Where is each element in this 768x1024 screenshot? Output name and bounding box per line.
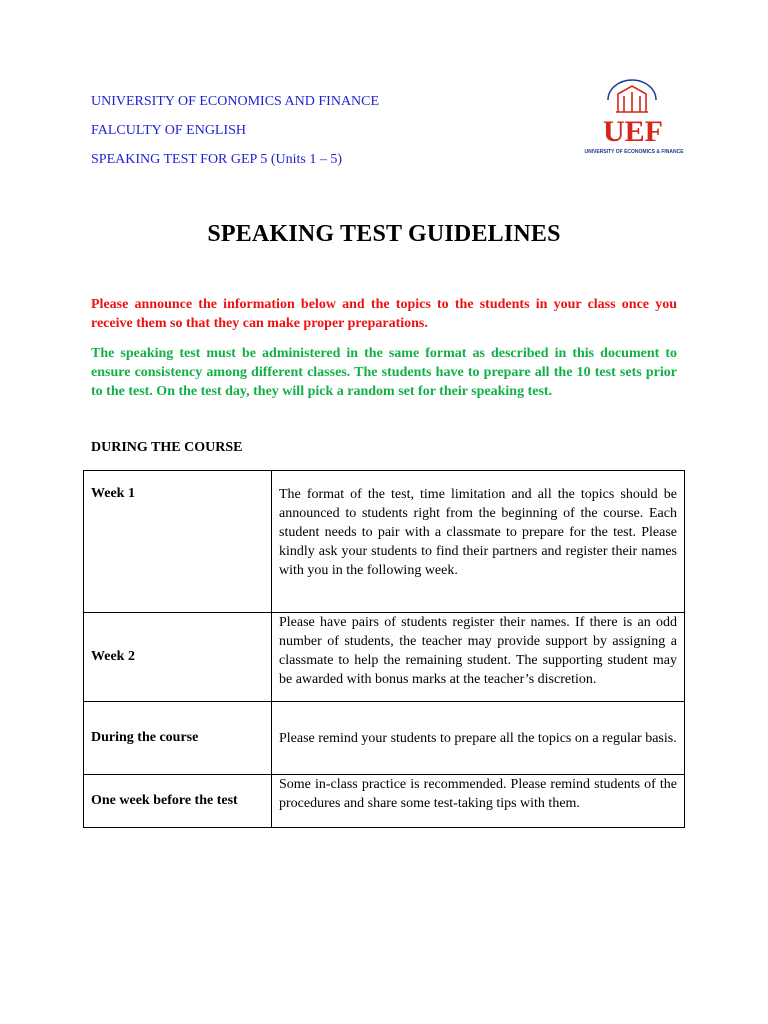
building-emblem-icon xyxy=(616,86,648,112)
uef-logo xyxy=(578,78,688,158)
period-cell: Week 2 xyxy=(84,613,272,702)
instruction-cell: Please have pairs of students register their names. If there is an odd number of students, the teacher may provide support by assigning a classmate to help the remaining student. The supporting student may be awarded with bonus marks at the teacher’s discretion. xyxy=(272,613,685,702)
university-name: UNIVERSITY OF ECONOMICS AND FINANCE xyxy=(91,94,380,109)
table-row xyxy=(84,775,685,828)
logo-tagline: UNIVERSITY OF ECONOMICS & FINANCE xyxy=(584,149,684,155)
period-cell: Week 1 xyxy=(84,471,272,613)
schedule-table xyxy=(83,470,685,828)
announcement-notice: Please announce the information below and the topics to the students in your class once you receive them so that they can make proper preparations. xyxy=(91,297,677,331)
logo-wordmark: UEF xyxy=(603,115,663,148)
test-name: SPEAKING TEST FOR GEP 5 (Units 1 – 5) xyxy=(91,152,342,167)
table-row xyxy=(84,471,685,613)
page-title: SPEAKING TEST GUIDELINES xyxy=(207,221,561,247)
table-row xyxy=(84,613,685,702)
period-cell: One week before the test xyxy=(84,775,272,828)
section-heading: DURING THE COURSE xyxy=(91,440,243,455)
period-cell: During the course xyxy=(84,702,272,775)
table-row xyxy=(84,702,685,775)
instruction-cell: Please remind your students to prepare all the topics on a regular basis. xyxy=(272,702,685,775)
faculty-name: FALCULTY OF ENGLISH xyxy=(91,123,247,138)
instruction-cell: Some in-class practice is recommended. Please remind students of the procedures and share some test-taking tips with them. xyxy=(272,775,685,828)
format-notice: The speaking test must be administered in the same format as described in this document to ensure consistency among different classes. The students have to prepare all the 10 test sets prior to the test. On the test day, they will pick a random set for their speaking test. xyxy=(91,346,677,399)
instruction-cell: The format of the test, time limitation and all the topics should be announced to students right from the beginning of the course. Each student needs to pair with a classmate to prepare for the test. Please kindly ask your students to find their partners and register their names with you in the following week. xyxy=(272,471,685,613)
